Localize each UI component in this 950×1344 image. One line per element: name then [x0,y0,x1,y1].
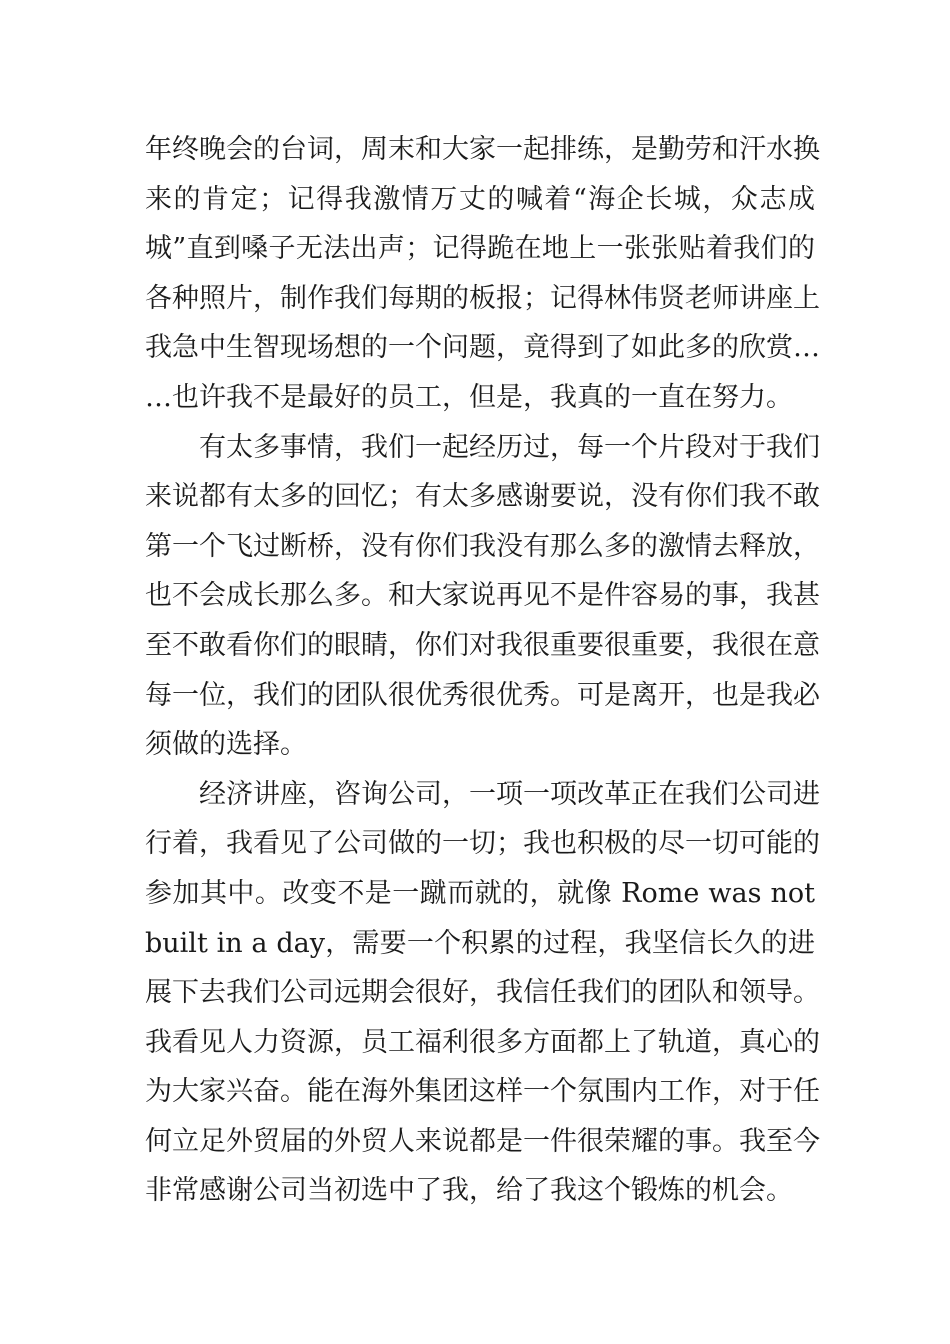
text-line: …也许我不是最好的员工，但是，我真的一直在努力。 [145,381,793,413]
text-line: 来说都有太多的回忆；有太多感谢要说，没有你们我不敢 [145,481,820,513]
text-line: 何立足外贸届的外贸人来说都是一件很荣耀的事。我至今 [145,1125,820,1157]
text-line: 第一个飞过断桥，没有你们我没有那么多的激情去释放， [145,530,820,562]
text-line: 我看见人力资源，员工福利很多方面都上了轨道，真心的 [145,1026,820,1058]
text-line: 展下去我们公司远期会很好，我信任我们的团队和领导。 [145,977,820,1009]
body-text [145,125,820,1216]
text-line: 参加其中。改变不是一蹴而就的，就像 Rome was not [145,877,815,909]
text-line: built in a day，需要一个积累的过程，我坚信长久的进 [145,927,815,959]
text-line: 非常感谢公司当初选中了我，给了我这个锻炼的机会。 [145,1175,793,1207]
paragraph-first-line: 经济讲座，咨询公司，一项一项改革正在我们公司进 [199,778,820,810]
text-line: 每一位，我们的团队很优秀很优秀。可是离开，也是我必 [145,679,820,711]
text-line: 城”直到嗓子无法出声；记得跪在地上一张张贴着我们的 [145,233,815,265]
text-line: 年终晚会的台词，周末和大家一起排练，是勤劳和汗水换 [145,134,820,165]
text-line: 为大家兴奋。能在海外集团这样一个氛围内工作，对于任 [145,1076,820,1108]
text-line: 来的肯定；记得我激情万丈的喊着“海企长城，众志成 [145,183,815,215]
text-line: 至不敢看你们的眼睛，你们对我很重要很重要，我很在意 [145,629,820,661]
paragraph-first-line: 有太多事情，我们一起经历过，每一个片段对于我们 [199,431,820,463]
text-line: 也不会成长那么多。和大家说再见不是件容易的事，我甚 [145,580,820,612]
text-line: 各种照片，制作我们每期的板报；记得林伟贤老师讲座上 [145,282,820,314]
text-line: 须做的选择。 [145,729,307,761]
text-line: 我急中生智现场想的一个问题，竟得到了如此多的欣赏… [145,332,820,364]
text-line: 行着，我看见了公司做的一切；我也积极的尽一切可能的 [145,828,820,860]
